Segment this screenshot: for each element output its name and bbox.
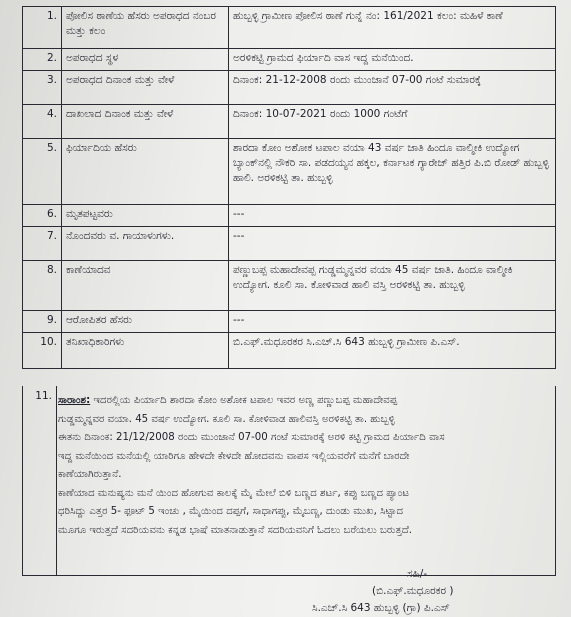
summary-line: ಇದ್ದ ಮನೆಯಿಂದ ಮನೆಯಲ್ಲಿ ಯಾರಿಗೂ ಹೇಳದೇ ಕೇಳದೇ ಹೋದವನು ವಾಪಸ ಇಲ್ಲಿಯವರೆಗೆ ಮನೆಗೆ ಬಾರದೇ: [58, 450, 410, 462]
table-row: [23, 105, 556, 139]
row-number: 1.: [23, 7, 62, 49]
summary-heading: ಸಾರಾಂಶ:: [58, 395, 91, 406]
row-number: 7.: [23, 227, 62, 261]
table-row: [23, 205, 556, 227]
summary-text: [58, 392, 550, 540]
row-value: ಪಣ್ಣುಬಪ್ಪ ಮಹಾದೇವಪ್ಪ ಗುಡ್ಡಮ್ಮನ್ನವರ ವಯಾ 45 ವರ್ಷ ಜಾತಿ. ಹಿಂದೂ ವಾಲ್ಮೀಕಿ ಉದ್ಯೋಗ. ಕೂಲಿ ಸಾ. ಕೋಳಿವಾಡ ಹಾಲಿ ವಸ್ತಿ ಅರಳಿಕಟ್ಟಿ ತಾ. ಹುಬ್ಬಳ್ಳಿ: [229, 261, 556, 311]
row-value: ಅರಳಿಕಟ್ಟಿ ಗ್ರಾಮದ ಫಿರ್ಯಾದಿ ವಾಸ ಇದ್ದ ಮನೆಯಿಂದ.: [229, 49, 556, 71]
row-label: ಅಪರಾಧದ ಸ್ಥಳ: [62, 49, 229, 71]
row-value: ಶಾರದಾ ಕೋಂ ಅಶೋಕ ಟಪಾಲ ವಯಾ 43 ವರ್ಷ ಜಾತಿ ಹಿಂದೂ ವಾಲ್ಮೀಕಿ ಉದ್ಯೋಗ ಬ್ಯಾಂಕ್‌ನಲ್ಲಿ ನೌಕರಿ ಸಾ. ಪಡದಯ್ಯನ ಹಕ್ಕಲ, ಕರ್ನಾಟಕ ಗ್ಯಾರೇಜ್ ಹತ್ತಿರ ಪಿ.ಬಿ ರೋಡ್ ಹುಬ್ಬಳ್ಳಿ ಹಾಲಿ. ಅರಳಿಕಟ್ಟಿ ತಾ. ಹುಬ್ಬಳ್ಳಿ: [229, 139, 556, 205]
summary-line: ಕಾಣೆಯಾದ ಮನುಷ್ಯನು ಮನೆ ಯಿಂದ ಹೋಗುವ ಕಾಲಕ್ಕೆ ಮೈ ಮೇಲೆ ಬಿಳಿ ಬಣ್ಣದ ಶರ್ಟ, ಕಪ್ಪು ಬಣ್ಣದ ಪ್ಯಾಂಟ: [58, 487, 409, 499]
summary-number: 11.: [35, 390, 52, 402]
summary-line: ಮೂಗೂ ಇರುತ್ತದೆ ಸದರಿಯವನು ಕನ್ನಡ ಭಾಷೆ ಮಾತನಾಡುತ್ತಾನೆ ಸದರಿಯವನಿಗೆ ಓದಲು ಬರೆಯಲು ಬರುತ್ತದೆ.: [58, 524, 412, 536]
row-number: 4.: [23, 105, 62, 139]
row-number: 8.: [23, 261, 62, 311]
case-details-table: [22, 6, 556, 369]
summary-column-divider: [56, 386, 57, 575]
row-number: 3.: [23, 71, 62, 105]
row-label: ಆರೋಪಿತರ ಹೆಸರು: [62, 311, 229, 333]
table-row: [23, 71, 556, 105]
table-row: [23, 261, 556, 311]
row-label: ಫಿರ್ಯಾದಿಯ ಹೆಸರು: [62, 139, 229, 205]
row-number: 6.: [23, 205, 62, 227]
row-value: ---: [229, 227, 556, 261]
table-row: [23, 311, 556, 333]
table-row: [23, 139, 556, 205]
officer-designation: ಸಿ.ಎಚ್.ಸಿ 643 ಹುಬ್ಬಳ್ಳಿ (ಗ್ರಾ) ಪಿ.ಎಸ್: [312, 602, 450, 614]
table-row: [23, 49, 556, 71]
officer-name: (ಬಿ.ಎಫ್.ಮಧೂರಕರ ): [372, 585, 454, 597]
signature-sd: ಸಹಿ/-: [407, 568, 428, 580]
row-number: 10.: [23, 333, 62, 369]
row-label: ನೊಂದವರು ವ. ಗಾಯಾಳುಗಳು.: [62, 227, 229, 261]
summary-line: ಧರಿಸಿದ್ದು ಎತ್ತರ 5- ಫೂಟ್ 5 ಇಂಚು , ಮೈಯಿಂದ ದಪ್ಪಗೆ, ಸಾಧಾಗಪ್ಪು, ಮೈಬಣ್ಣ, ದುಂಡು ಮುಖ, ಸಿಟ್ಟಾದ: [58, 506, 404, 517]
row-value: ದಿನಾಂಕ: 21-12-2008 ರಂದು ಮುಂಜಾನೆ 07-00 ಗಂಟೆ ಸುಮಾರಕ್ಕೆ: [229, 71, 556, 105]
summary-line: ಇದರಲ್ಲಿಯ ಪಿರ್ಯಾದಿ ಶಾರದಾ ಕೋಂ ಅಶೋಕ ಟಪಾಲ ಇವರ ಅಣ್ಣ ಪಣ್ಣುಬಪ್ಪ ಮಹಾದೇವಪ್ಪ: [93, 395, 398, 406]
summary-line: ಕಾಣೆಯಾಗಿರುತ್ತಾನೆ.: [58, 469, 122, 480]
row-value: ---: [229, 205, 556, 227]
table-row: [23, 227, 556, 261]
table-row: [23, 333, 556, 369]
row-label: ಅಪರಾಧದ ದಿನಾಂಕ ಮತ್ತು ವೇಳೆ: [62, 71, 229, 105]
row-value: ದಿನಾಂಕ: 10-07-2021 ರಂದು 1000 ಗಂಟೆಗೆ: [229, 105, 556, 139]
row-number: 9.: [23, 311, 62, 333]
row-label: ತನಿಖಾಧಿಕಾರಿಗಳು: [62, 333, 229, 369]
row-label: ಮೃತಪಟ್ಟವರು: [62, 205, 229, 227]
table-row: [23, 7, 556, 49]
row-label: ಪೋಲಿಸ ಠಾಣೆಯ ಹೆಸರು ಅಪರಾಧದ ನಂಬರ ಮತ್ತು ಕಲಂ: [62, 7, 229, 49]
summary-line: ಈತನು ದಿನಾಂಕ: 21/12/2008 ರಂದು ಮುಂಜಾನೆ 07-00 ಗಂಟೆ ಸುಮಾರಕ್ಕೆ ಅರಳಿ ಕಟ್ಟಿ ಗ್ರಾಮದ ಪಿರ್ಯಾದಿ ವಾಸ: [58, 432, 445, 443]
row-value: ಬಿ.ಎಫ್.ಮಧೂರಕರ ಸಿ.ಎಚ್.ಸಿ 643 ಹುಬ್ಬಳ್ಳಿ ಗ್ರಾಮೀಣ ಪಿ.ಎಸ್.: [229, 333, 556, 369]
row-label: ಕಾಣೆಯಾದವ: [62, 261, 229, 311]
row-label: ದಾಖಲಾದ ದಿನಾಂಕ ಮತ್ತು ವೇಳೆ: [62, 105, 229, 139]
row-number: 5.: [23, 139, 62, 205]
summary-line: ಗುಡ್ಡಮ್ಮನ್ನವರ ವಯಾ. 45 ವರ್ಷ ಉದ್ಯೋಗ. ಕೂಲಿ ಸಾ. ಕೋಳಿವಾಡ ಹಾಲಿವಸ್ತಿ ಅರಳಿಕಟ್ಟಿ ತಾ. ಹುಬ್ಬಳ್ಳಿ: [58, 413, 395, 425]
fir-sheet: [22, 6, 556, 614]
row-value: ---: [229, 311, 556, 333]
row-number: 2.: [23, 49, 62, 71]
row-value: ಹುಬ್ಬಳ್ಳಿ ಗ್ರಾಮೀಣ ಪೋಲಿಸ ಠಾಣೆ ಗುನ್ನೆ ನಂ: 161/2021 ಕಲಂ: ಮಹಿಳೆ ಕಾಣೆ: [229, 7, 556, 49]
